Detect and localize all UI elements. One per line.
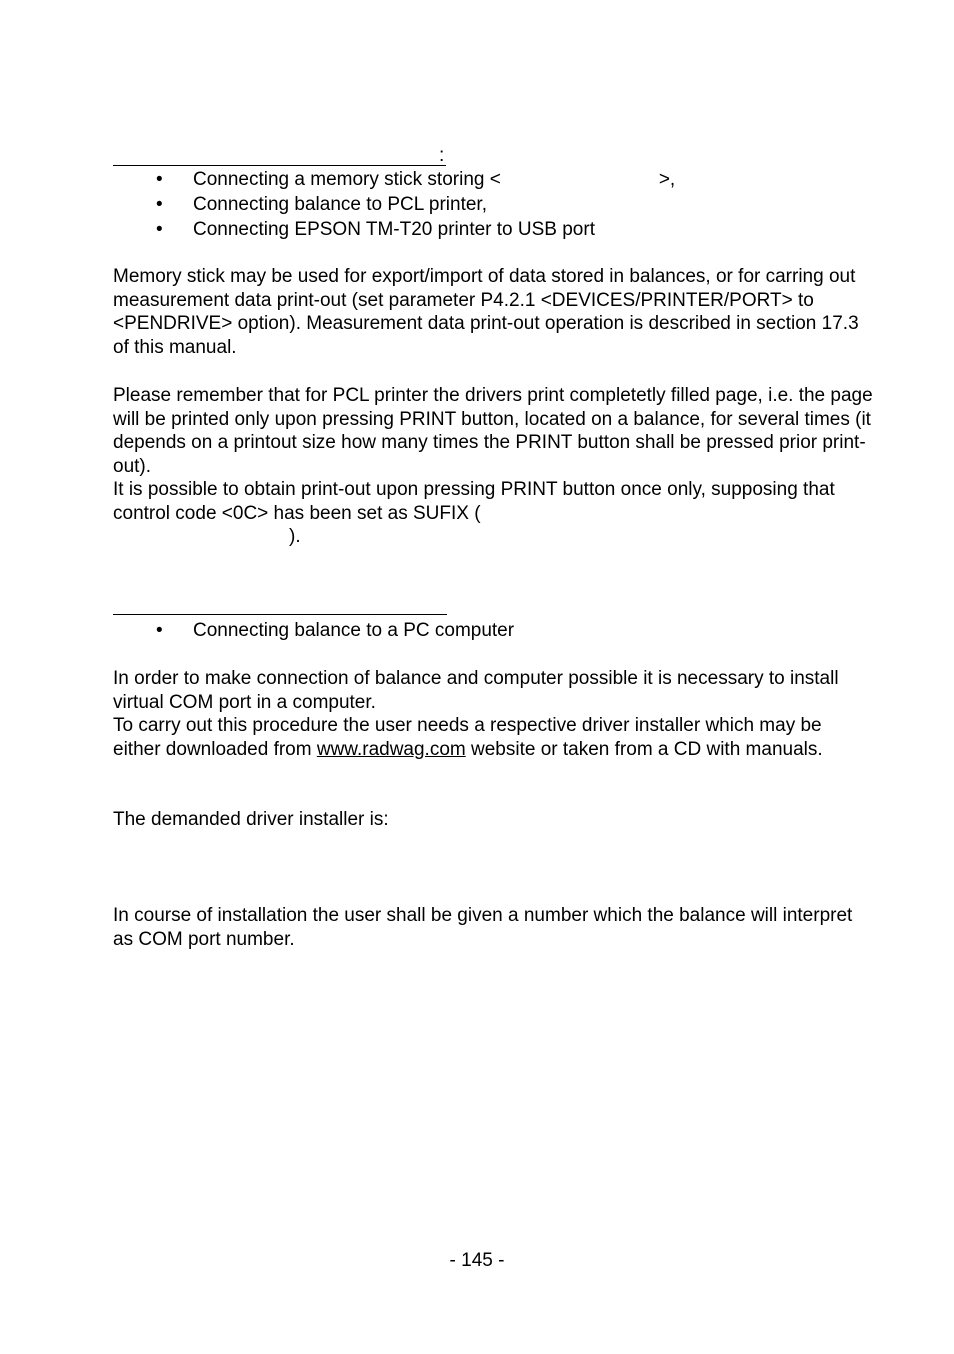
paragraph-memory-stick: Memory stick may be used for export/import of data stored in balances, or for carring out measurement data print-out (set parameter P4.2.1 <DEVICES/PRINTER/PORT> to <PENDRIVE> option). Measurement data print-out operation is described in section 17.3 of this manual. (113, 266, 859, 358)
bullet-text: Connecting a memory stick storing < (193, 169, 501, 190)
list-item (113, 193, 675, 218)
bullet-text-tail: >, (658, 169, 676, 190)
paragraph-print-once-tail: ). (289, 526, 301, 547)
paragraph-pcl-printer: Please remember that for PCL printer the drivers print completetly filled page, i.e. the page will be printed only upon pressing PRINT button, located on a balance, for several times (it depends on a printout size how many times the PRINT button shall be pressed prior print-out). (113, 385, 873, 477)
radwag-website-link[interactable]: www.radwag.com (316, 738, 466, 760)
list-item (113, 168, 675, 193)
paragraph-driver-installer (113, 714, 873, 761)
page-number: - 145 - (449, 1250, 505, 1271)
bullet-icon: • (156, 194, 163, 215)
section1-heading-underline (113, 165, 446, 166)
bullet-icon: • (156, 169, 163, 190)
list-item (113, 619, 514, 644)
section2-bullet-list (113, 619, 514, 644)
paragraph-com-port-number: In course of installation the user shall be given a number which the balance will interpret as COM port number. (113, 905, 853, 950)
paragraph-driver-installer-tail: website or taken from a CD with manuals. (465, 738, 823, 760)
section1-bullet-list (113, 168, 675, 243)
bullet-text: Connecting EPSON TM-T20 printer to USB port (193, 219, 595, 240)
paragraph-demanded-installer: The demanded driver installer is: (113, 809, 389, 830)
paragraph-print-once (113, 478, 873, 549)
paragraph-print-once-text: It is possible to obtain print-out upon pressing PRINT button once only, supposing that control code <0C> has been set as SUFIX ( (113, 479, 835, 524)
bullet-icon: • (156, 620, 163, 641)
bullet-text: Connecting balance to PCL printer, (193, 194, 487, 215)
bullet-text: Connecting balance to a PC computer (193, 620, 515, 641)
section1-heading-colon: : (439, 145, 445, 166)
paragraph-virtual-com: In order to make connection of balance and computer possible it is necessary to install virtual COM port in a computer. (113, 668, 839, 713)
paragraph-driver-installer-text: To carry out this procedure the user needs a respective driver installer which may be either downloaded from (113, 715, 822, 760)
bullet-icon: • (156, 219, 163, 240)
section2-heading-underline (113, 614, 447, 615)
list-item (113, 218, 675, 243)
